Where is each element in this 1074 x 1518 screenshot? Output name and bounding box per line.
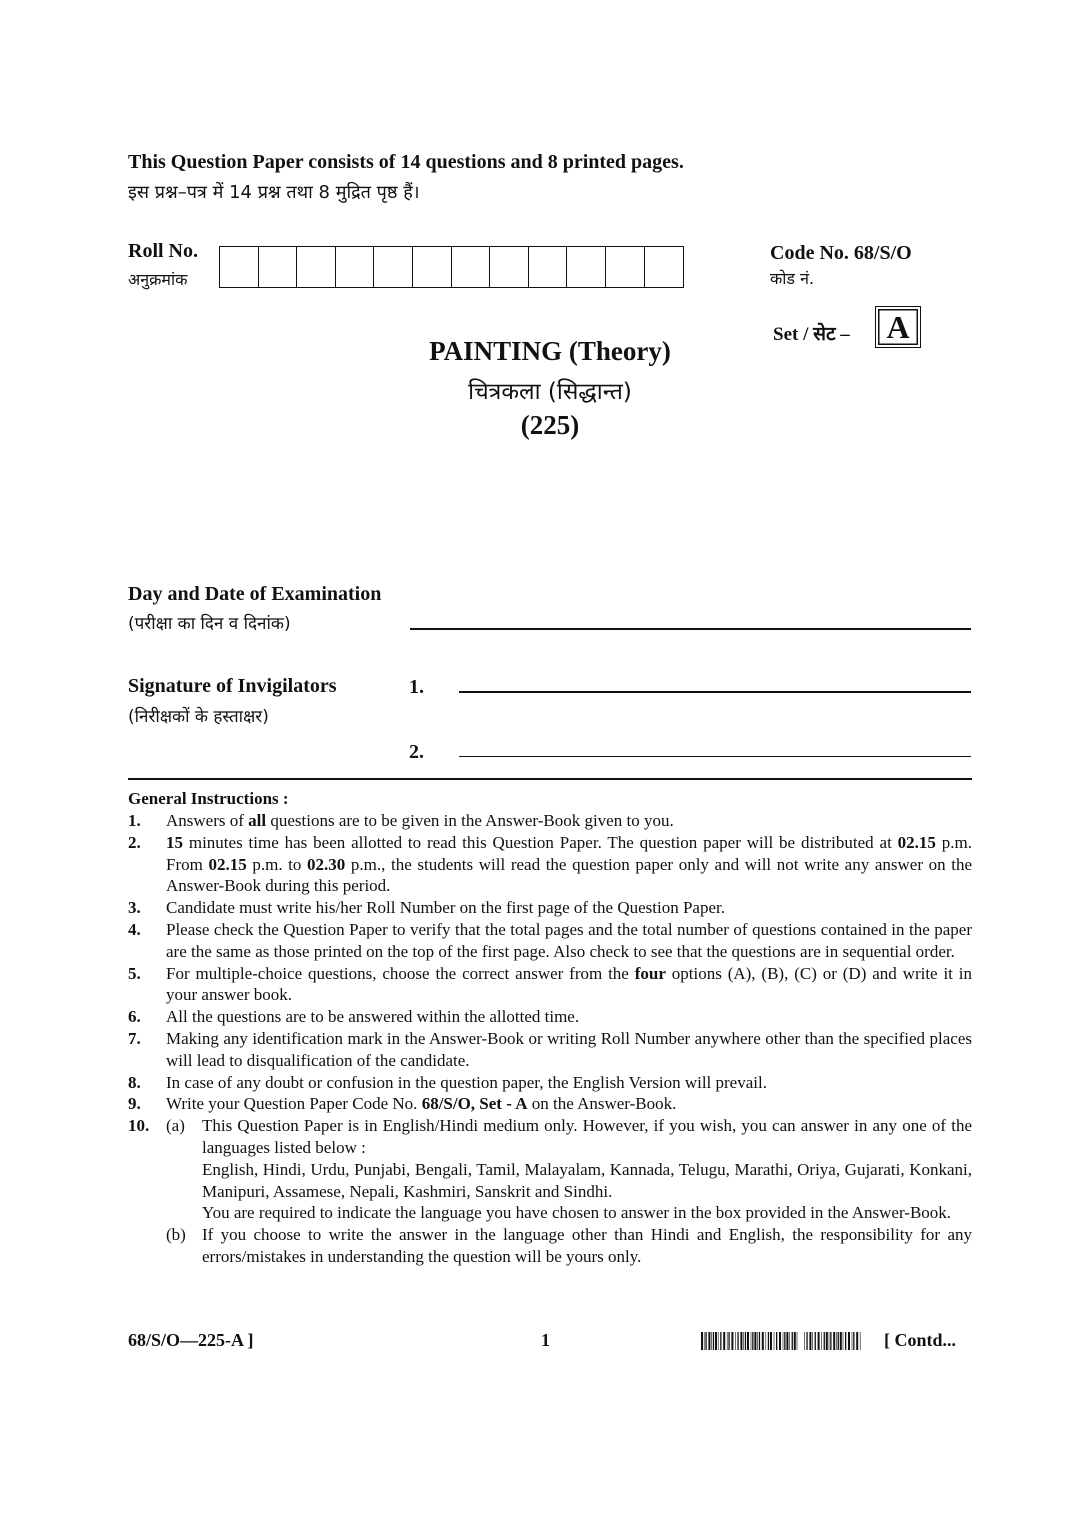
barcode-bar — [766, 1332, 767, 1350]
barcode-bar — [826, 1332, 828, 1350]
instruction-text: Making any identification mark in the Answer-Book or writing Roll Number anywhere other than the specified places will lead to disqualification of the candidate. — [166, 1028, 972, 1070]
instructions-heading: General Instructions : — [128, 789, 289, 808]
barcode-bar — [776, 1332, 777, 1350]
barcode-bar — [838, 1332, 839, 1350]
instruction-number: 1. — [128, 811, 141, 830]
barcode-bar — [768, 1332, 769, 1350]
roll-number-box[interactable] — [452, 247, 491, 287]
code-number-label-hindi: कोड नं. — [770, 269, 815, 288]
barcode-bar — [840, 1332, 842, 1350]
barcode-bar — [759, 1332, 760, 1350]
barcode-bar — [745, 1332, 746, 1350]
barcode-bar — [737, 1332, 738, 1350]
barcode-bar — [720, 1332, 721, 1350]
barcode-bar — [853, 1332, 854, 1350]
instruction-item — [128, 810, 972, 832]
roll-number-box[interactable] — [645, 247, 684, 287]
instruction-number: 3. — [128, 898, 141, 918]
barcode-bar — [715, 1332, 717, 1350]
footer-paper-code: 68/S/O—225-A ] — [128, 1330, 254, 1350]
barcode-bar — [794, 1332, 796, 1350]
barcode-bar — [762, 1332, 764, 1350]
barcode-bar — [728, 1332, 729, 1350]
instruction-number: 2. — [128, 832, 141, 852]
barcode-bar — [792, 1332, 793, 1350]
barcode-bar — [754, 1332, 756, 1350]
barcode-bar — [713, 1332, 714, 1350]
page-number: 1 — [541, 1330, 550, 1350]
paper-info-hindi: इस प्रश्न–पत्र में 14 प्रश्न तथा 8 मुद्रित पृष्ठ हैं। — [128, 182, 420, 203]
exam-date-label: Day and Date of Examination — [128, 583, 382, 605]
barcode-bar — [852, 1332, 853, 1350]
roll-number-box[interactable] — [490, 247, 529, 287]
sub-item-a-text: This Question Paper is in English/Hindi medium only. However, if you wish, you can answer in any one of the languages listed below : — [202, 1116, 972, 1157]
barcode-bar — [830, 1332, 831, 1350]
instruction-item — [128, 963, 972, 1007]
paper-info-english: This Question Paper consists of 14 questions and 8 printed pages. — [128, 151, 684, 173]
invigilator-signature-label-hindi: (निरीक्षकों के हस्ताक्षर) — [128, 707, 269, 727]
invigilator-signature-label: Signature of Invigilators — [128, 675, 337, 697]
instruction-item — [128, 832, 972, 897]
invigilator-number-1: 1. — [409, 676, 424, 698]
barcode-bar — [821, 1332, 822, 1350]
barcode-bar — [804, 1332, 805, 1350]
subject-title: PAINTING (Theory) — [429, 336, 671, 366]
invigilator-number-2: 2. — [409, 741, 424, 763]
instruction-number: 5. — [128, 963, 141, 983]
barcode-bar — [797, 1332, 798, 1350]
instruction-number: 4. — [128, 919, 141, 939]
roll-number-box[interactable] — [567, 247, 606, 287]
instruction-item-10 — [128, 1115, 972, 1268]
barcode-bar — [708, 1332, 710, 1350]
roll-number-box[interactable] — [413, 247, 452, 287]
barcode-bar — [774, 1332, 775, 1350]
language-note: You are required to indicate the language you have chosen to answer in the box provided in the Answer-Book. — [202, 1203, 952, 1223]
instruction-text: Please check the Question Paper to verify that the total pages and the total number of questions contained in the paper are the same as those printed on the top of the first page. Also check to see that the questions are in sequential order. — [166, 919, 972, 961]
roll-number-label: Roll No. — [128, 240, 198, 262]
subject-title-hindi: चित्रकला (सिद्धान्त) — [468, 379, 632, 405]
barcode-bar — [740, 1332, 742, 1350]
barcode-bar — [789, 1332, 790, 1350]
roll-number-box[interactable] — [529, 247, 568, 287]
barcode-bar — [751, 1332, 752, 1350]
footer-continued: [ Contd... — [884, 1330, 957, 1350]
barcode-bar — [718, 1332, 719, 1350]
language-list: English, Hindi, Urdu, Punjabi, Bengali, Tamil, Malayalam, Kannada, Telugu, Marathi, Oriya, Gujarati, Konkani, Manipuri, Assamese, Nepali, Kashmiri, Sanskrit and Sindhi. — [202, 1159, 972, 1201]
instructions-list — [128, 810, 972, 1268]
instruction-item — [128, 919, 972, 963]
roll-number-box[interactable] — [297, 247, 336, 287]
instruction-text: Answers of all questions are to be given in the Answer-Book given to you. — [166, 811, 674, 830]
exam-date-line — [410, 628, 971, 630]
sub-item-b-label: (b) — [166, 1225, 186, 1245]
barcode-bar — [752, 1332, 753, 1350]
barcode-bar — [833, 1332, 835, 1350]
instruction-number: 10. — [128, 1116, 150, 1136]
subject-code: (225) — [520, 410, 580, 440]
roll-number-box[interactable] — [336, 247, 375, 287]
barcode-bar — [843, 1332, 844, 1350]
invigilator-signature-line-1 — [459, 691, 971, 693]
barcode-bar — [783, 1332, 784, 1350]
barcode-bar — [757, 1332, 758, 1350]
instruction-item — [128, 1072, 972, 1094]
exam-date-label-hindi: (परीक्षा का दिन व दिनांक) — [128, 614, 291, 634]
roll-number-boxes — [219, 246, 684, 288]
barcode-bar — [784, 1332, 785, 1350]
set-value-box: A — [875, 306, 921, 348]
instruction-number: 6. — [128, 1007, 141, 1027]
instruction-item — [128, 897, 972, 919]
roll-number-box[interactable] — [259, 247, 298, 287]
barcode-bar — [818, 1332, 820, 1350]
barcode-bar — [815, 1332, 816, 1350]
barcode-bar — [723, 1332, 725, 1350]
barcode-icon — [701, 1332, 861, 1350]
code-number: Code No. 68/S/O — [770, 242, 912, 264]
instruction-text: In case of any doubt or confusion in the question paper, the English Version will prevail. — [166, 1072, 767, 1092]
barcode-bar — [845, 1332, 846, 1350]
instruction-number: 9. — [128, 1094, 141, 1114]
sub-item-a-label: (a) — [166, 1116, 185, 1136]
instruction-item — [128, 1006, 972, 1028]
barcode-bar — [779, 1332, 781, 1350]
instruction-text: Write your Question Paper Code No. 68/S/O, Set - A on the Answer-Book. — [166, 1094, 677, 1114]
sub-item-b-text: If you choose to write the answer in the language other than Hindi and English, the responsibility for any errors/mistakes in understanding the question will be yours only. — [202, 1225, 972, 1266]
barcode-bar — [829, 1332, 830, 1350]
barcode-bar — [812, 1332, 813, 1350]
barcode-bar — [856, 1332, 858, 1350]
barcode-bar — [824, 1332, 825, 1350]
instruction-number: 7. — [128, 1028, 141, 1048]
roll-number-box[interactable] — [220, 247, 259, 287]
set-label: Set / सेट – — [773, 324, 850, 345]
barcode-bar — [809, 1332, 811, 1350]
roll-number-label-hindi: अनुक्रमांक — [128, 270, 188, 289]
instruction-text: Candidate must write his/her Roll Number on the first page of the Question Paper. — [166, 898, 725, 918]
barcode-bar — [727, 1332, 728, 1350]
instruction-text: For multiple-choice questions, choose the correct answer from the four options (A), (B), (C) or (D) and write it in your answer book. — [166, 963, 973, 1005]
instruction-item — [128, 1093, 972, 1115]
barcode-bar — [770, 1332, 772, 1350]
roll-number-box[interactable] — [374, 247, 413, 287]
roll-number-box[interactable] — [606, 247, 645, 287]
invigilator-signature-line-2 — [459, 756, 971, 757]
barcode-bar — [806, 1332, 807, 1350]
barcode-bar — [860, 1332, 861, 1350]
barcode-bar — [701, 1332, 703, 1350]
instruction-item — [128, 1028, 972, 1072]
barcode-bar — [743, 1332, 744, 1350]
section-divider — [128, 778, 972, 780]
barcode-bar — [731, 1332, 733, 1350]
barcode-bar — [735, 1332, 736, 1350]
barcode-bar — [836, 1332, 837, 1350]
instruction-text: 15 minutes time has been allotted to read this Question Paper. The question paper will be distributed at 02.15 p.m. From 02.15 p.m. to 02.30 p.m., the students will read the question paper only and will not write any answer on the Answer-Book during this period. — [166, 832, 973, 896]
barcode-bar — [704, 1332, 705, 1350]
barcode-bar — [705, 1332, 706, 1350]
instruction-text: All the questions are to be answered within the allotted time. — [166, 1007, 580, 1027]
barcode-bar — [848, 1332, 850, 1350]
barcode-bar — [711, 1332, 712, 1350]
instruction-number: 8. — [128, 1072, 141, 1092]
barcode-bar — [747, 1332, 749, 1350]
barcode-bar — [786, 1332, 788, 1350]
